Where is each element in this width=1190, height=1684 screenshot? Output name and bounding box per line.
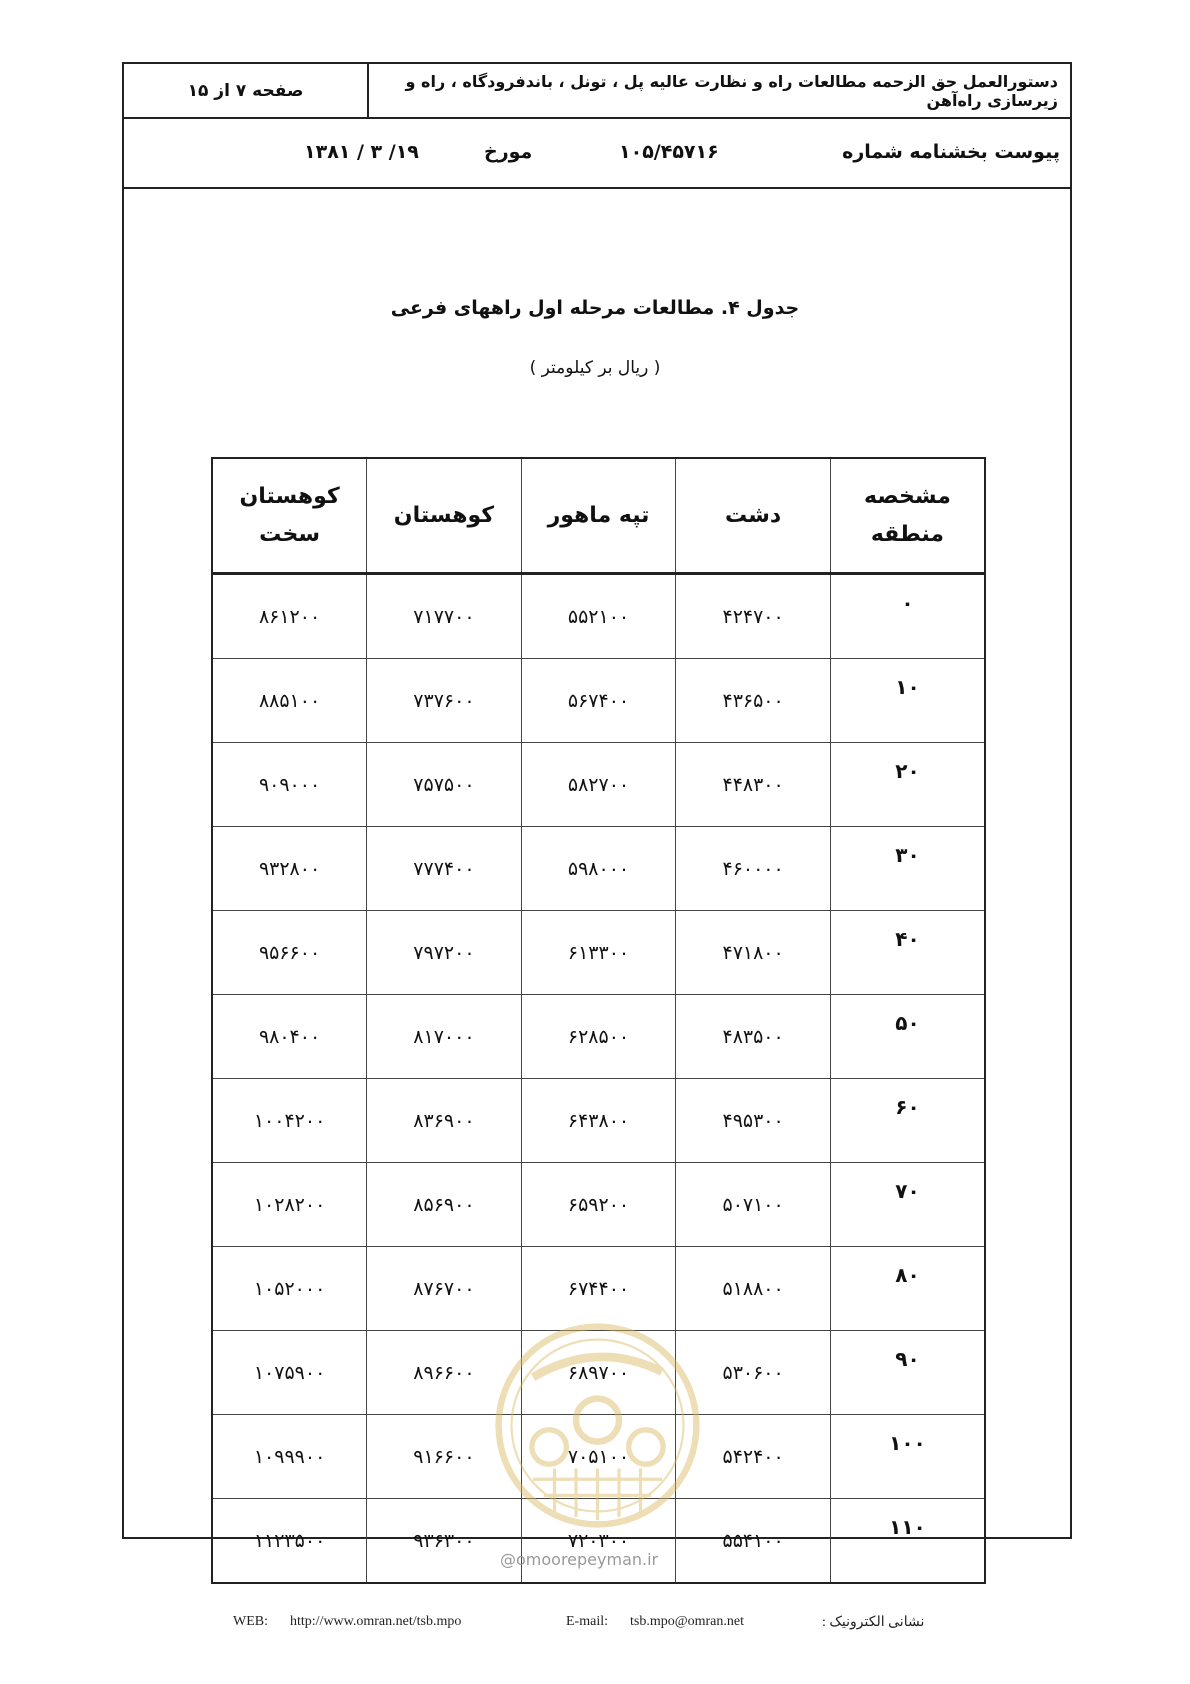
dasht-cell: ۴۳۶۵۰۰: [676, 659, 831, 743]
tappe-mahour-cell: ۵۹۸۰۰۰: [521, 827, 676, 911]
zone-cell: ۲۰: [830, 743, 985, 827]
zone-cell: ۸۰: [830, 1247, 985, 1331]
header-row-2: [124, 119, 1070, 189]
dasht-cell: ۵۳۰۶۰۰: [676, 1331, 831, 1415]
dasht-cell: ۵۴۲۴۰۰: [676, 1415, 831, 1499]
kuhestan-sakht-cell: ۱۰۰۴۲۰۰: [212, 1079, 367, 1163]
table-header-row: [212, 458, 985, 574]
zone-cell: ۵۰: [830, 995, 985, 1079]
kuhestan-cell: ۷۹۷۲۰۰: [367, 911, 522, 995]
kuhestan-sakht-cell: ۹۰۹۰۰۰: [212, 743, 367, 827]
zone-cell: ۳۰: [830, 827, 985, 911]
document-title: دستورالعمل حق الزحمه مطالعات راه و نظارت عالیه پل ، تونل ، باندفرودگاه ، راه و زیرسازی راه‌آهن: [405, 71, 1058, 110]
column-header-dasht: دشت: [676, 458, 831, 574]
date-value: ۱۳۸۱ / ۳ /۱۹: [304, 141, 419, 163]
kuhestan-cell: ۷۱۷۷۰۰: [367, 574, 522, 659]
kuhestan-sakht-cell: ۹۸۰۴۰۰: [212, 995, 367, 1079]
zone-cell: ۰: [830, 574, 985, 659]
table-row: [212, 743, 985, 827]
table-row: [212, 1163, 985, 1247]
tappe-mahour-cell: ۷۰۵۱۰۰: [521, 1415, 676, 1499]
kuhestan-cell: ۷۷۷۴۰۰: [367, 827, 522, 911]
tappe-mahour-cell: ۵۶۷۴۰۰: [521, 659, 676, 743]
tappe-mahour-cell: ۶۷۴۴۰۰: [521, 1247, 676, 1331]
tappe-mahour-cell: ۶۴۳۸۰۰: [521, 1079, 676, 1163]
kuhestan-sakht-cell: ۱۰۵۲۰۰۰: [212, 1247, 367, 1331]
dasht-cell: ۵۱۸۸۰۰: [676, 1247, 831, 1331]
kuhestan-sakht-cell: ۱۱۲۳۵۰۰: [212, 1499, 367, 1584]
footer-web-label: WEB:: [233, 1614, 268, 1629]
column-header-kuhestan-sakht: کوهستان سخت: [212, 458, 367, 574]
column-header-kuhestan: کوهستان: [367, 458, 522, 574]
dasht-cell: ۵۰۷۱۰۰: [676, 1163, 831, 1247]
tappe-mahour-cell: ۶۲۸۵۰۰: [521, 995, 676, 1079]
kuhestan-cell: ۸۷۶۷۰۰: [367, 1247, 522, 1331]
footer-address-label: نشانی الکترونیک :: [822, 1615, 925, 1630]
tappe-mahour-cell: ۷۲۰۳۰۰: [521, 1499, 676, 1584]
kuhestan-cell: ۹۳۶۳۰۰: [367, 1499, 522, 1584]
table-row: [212, 911, 985, 995]
zone-cell: ۱۰: [830, 659, 985, 743]
dasht-cell: ۴۸۳۵۰۰: [676, 995, 831, 1079]
table-row: [212, 827, 985, 911]
zone-cell: ۶۰: [830, 1079, 985, 1163]
kuhestan-sakht-cell: ۸۶۱۲۰۰: [212, 574, 367, 659]
table-row: [212, 1079, 985, 1163]
kuhestan-cell: ۸۱۷۰۰۰: [367, 995, 522, 1079]
column-header-tappe-mahour: تپه ماهور: [521, 458, 676, 574]
page-number: صفحه ۷ از ۱۵: [124, 64, 369, 117]
table-title: جدول ۴. مطالعات مرحله اول راههای فرعی: [390, 297, 800, 319]
kuhestan-sakht-cell: ۱۰۷۵۹۰۰: [212, 1331, 367, 1415]
dasht-cell: ۴۴۸۳۰۰: [676, 743, 831, 827]
kuhestan-sakht-cell: ۱۰۲۸۲۰۰: [212, 1163, 367, 1247]
zone-cell: ۷۰: [830, 1163, 985, 1247]
zone-cell: ۴۰: [830, 911, 985, 995]
zone-cell: ۱۱۰: [830, 1499, 985, 1584]
kuhestan-cell: ۸۹۶۶۰۰: [367, 1331, 522, 1415]
header-row-1: [124, 64, 1070, 119]
attachment-number: ۱۰۵/۴۵۷۱۶: [619, 141, 719, 163]
zone-cell: ۱۰۰: [830, 1415, 985, 1499]
kuhestan-sakht-cell: ۱۰۹۹۹۰۰: [212, 1415, 367, 1499]
dasht-cell: ۴۷۱۸۰۰: [676, 911, 831, 995]
dasht-cell: ۴۲۴۷۰۰: [676, 574, 831, 659]
column-header-zone: مشخصه منطقه: [830, 458, 985, 574]
kuhestan-sakht-cell: ۹۵۶۶۰۰: [212, 911, 367, 995]
table-unit: ( ریال بر کیلومتر ): [529, 358, 661, 378]
kuhestan-cell: ۷۳۷۶۰۰: [367, 659, 522, 743]
kuhestan-sakht-cell: ۸۸۵۱۰۰: [212, 659, 367, 743]
dasht-cell: ۴۶۰۰۰۰: [676, 827, 831, 911]
footer-email-label: E-mail:: [566, 1614, 608, 1629]
watermark-text: @omoorepeyman.ir: [500, 1550, 659, 1569]
tappe-mahour-cell: ۶۸۹۷۰۰: [521, 1331, 676, 1415]
kuhestan-cell: ۸۳۶۹۰۰: [367, 1079, 522, 1163]
kuhestan-cell: ۸۵۶۹۰۰: [367, 1163, 522, 1247]
tappe-mahour-cell: ۶۱۳۳۰۰: [521, 911, 676, 995]
kuhestan-cell: ۹۱۶۶۰۰: [367, 1415, 522, 1499]
tappe-mahour-cell: ۵۵۲۱۰۰: [521, 574, 676, 659]
table-row: [212, 995, 985, 1079]
dasht-cell: ۴۹۵۳۰۰: [676, 1079, 831, 1163]
table-row: [212, 659, 985, 743]
tappe-mahour-cell: ۵۸۲۷۰۰: [521, 743, 676, 827]
omoorepeyman-seal-icon: [490, 1318, 705, 1533]
attachment-label: پیوست بخشنامه شماره: [842, 141, 1060, 163]
footer-email[interactable]: tsb.mpo@omran.net: [630, 1614, 744, 1629]
zone-cell: ۹۰: [830, 1331, 985, 1415]
tappe-mahour-cell: ۶۵۹۲۰۰: [521, 1163, 676, 1247]
date-label: مورخ: [484, 141, 533, 163]
kuhestan-sakht-cell: ۹۳۲۸۰۰: [212, 827, 367, 911]
dasht-cell: ۵۵۴۱۰۰: [676, 1499, 831, 1584]
footer-web-url[interactable]: http://www.omran.net/tsb.mpo: [290, 1614, 462, 1629]
kuhestan-cell: ۷۵۷۵۰۰: [367, 743, 522, 827]
table-row: [212, 574, 985, 659]
